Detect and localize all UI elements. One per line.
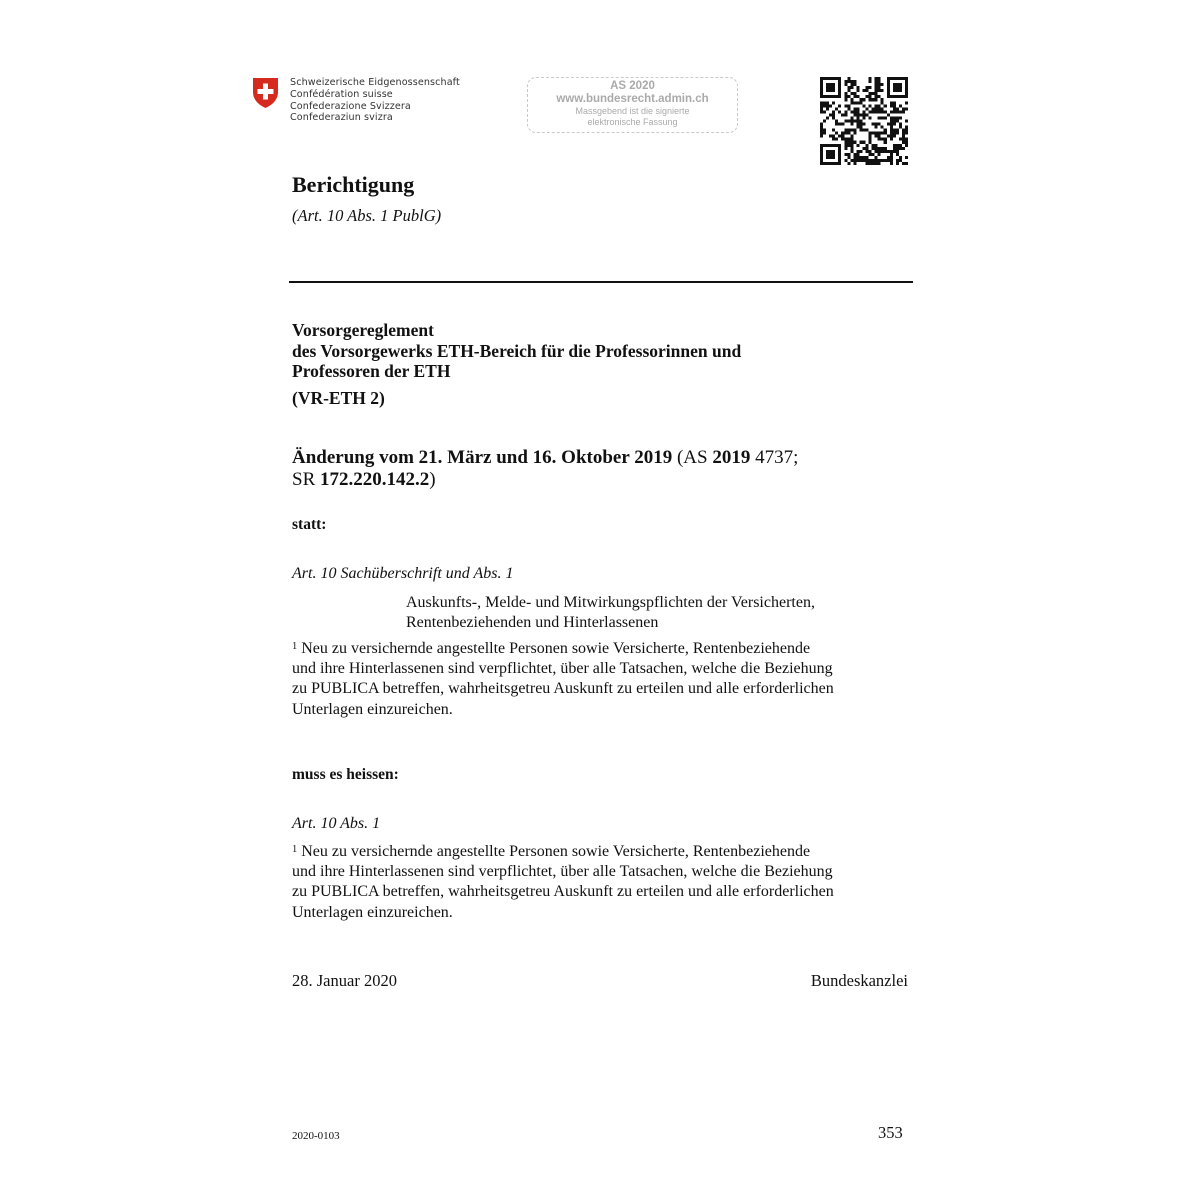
paragraph-marker: 1 — [292, 641, 298, 652]
as-year: 2019 — [712, 447, 751, 468]
sr-number: 172.220.142.2 — [320, 469, 430, 490]
stamp-url: www.bundesrecht.admin.ch — [556, 93, 709, 105]
instead-paragraph: $^1$ Neu zu versichernde angestellte Personen sowie Versicherte, Rentenbeziehende und ihre Hinterlassenen sind verpflichtet, über alle Tatsachen, welche die Beziehung zu PUBLICA betreffen, wahrheitsgetreu Auskunft zu erteilen und alle erforderlichen Unterlagen einzureichen. — [292, 640, 834, 718]
title-divider — [289, 281, 913, 283]
confederation-name-de: Schweizerische Eidgenossenschaft — [290, 77, 460, 88]
confederation-name-fr: Confédération suisse — [290, 88, 393, 100]
regulation-title-line: Vorsorgereglement — [292, 320, 434, 340]
should-read-paragraph: $^1$ Neu zu versichernde angestellte Personen sowie Versicherte, Rentenbeziehende und ihre Hinterlassenen sind verpflichtet, über alle Tatsachen, welche die Beziehung zu PUBLICA betreffen, wahrheitsgetreu Auskunft zu erteilen und alle erforderlichen Unterlagen einzureichen. — [292, 843, 834, 921]
issuing-authority: Bundeskanzlei — [810, 971, 908, 990]
confederation-name-it: Confederazione Svizzera — [290, 100, 411, 112]
confederation-names — [290, 77, 460, 124]
document-number: 2020-0103 — [292, 1130, 340, 1142]
swiss-coat-of-arms-icon — [252, 77, 279, 114]
document-title: Berichtigung — [292, 172, 415, 197]
should-read-article: Art. 10 Abs. 1 — [292, 815, 381, 832]
document-date: 28. Januar 2020 — [292, 971, 397, 990]
should-read-label: muss es heissen: — [292, 766, 399, 783]
page-number: 353 — [878, 1123, 903, 1142]
instead-label: statt: — [292, 516, 327, 533]
official-version-stamp — [527, 77, 738, 133]
regulation-title-line: des Vorsorgewerks ETH-Bereich für die Professorinnen und — [292, 340, 742, 361]
paragraph-marker: 1 — [292, 844, 298, 855]
document-legal-basis: (Art. 10 Abs. 1 PublG) — [292, 206, 442, 225]
confederation-name-rm: Confederaziun svizra — [290, 112, 393, 124]
stamp-note-2: elektronische Fassung — [587, 116, 678, 127]
swiss-shield-icon — [252, 77, 279, 109]
regulation-title-line: Professoren der ETH — [292, 361, 451, 381]
amendment-reference: Änderung vom 21. März und 16. Oktober 2019 (AS 2019 4737; SR 172.220.142.2) — [292, 447, 799, 490]
regulation-abbreviation: (VR-ETH 2) — [292, 388, 385, 408]
qr-code-icon — [820, 77, 908, 165]
stamp-collection: AS 2020 — [610, 80, 655, 92]
stamp-note-1: Massgebend ist die signierte — [575, 106, 690, 116]
instead-article-heading: Auskunfts-, Melde- und Mitwirkungspflichten der Versicherten, Rentenbeziehenden und Hinterlassenen — [406, 594, 815, 631]
instead-article: Art. 10 Sachüberschrift und Abs. 1 — [292, 565, 514, 582]
amendment-date: Änderung vom 21. März und 16. Oktober 2019 — [292, 447, 673, 468]
regulation-title — [292, 320, 741, 382]
